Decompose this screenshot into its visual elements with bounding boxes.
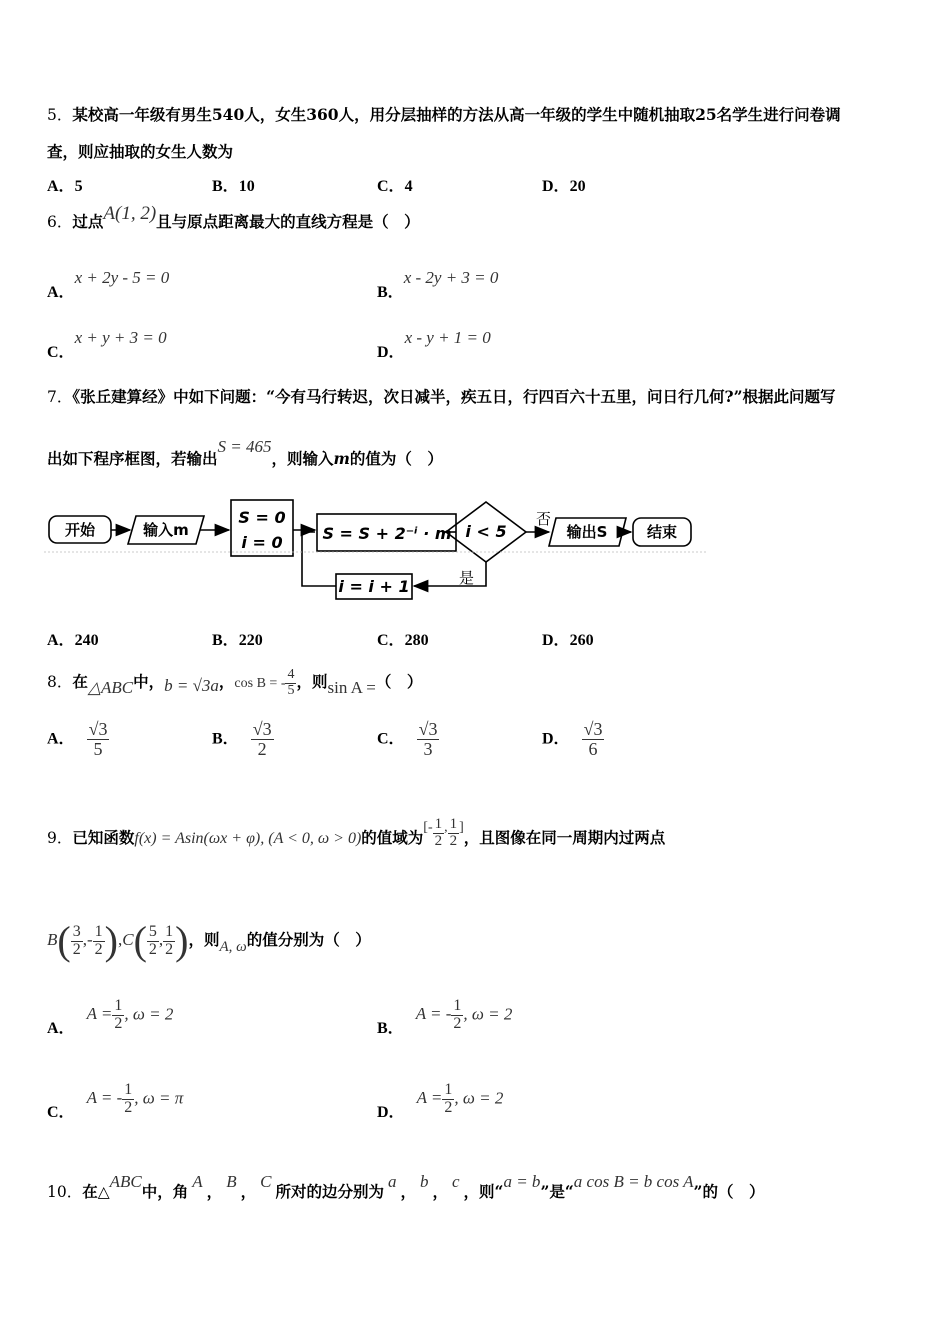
flow-init-i-label: i = 0 [241,533,283,552]
flow-incr-label: i = i + 1 [338,577,410,596]
flow-yes-label: 是 [459,569,475,587]
q9-option-b: B．A = - $\frac{1}{2}$ , ω = 2 [377,997,513,1038]
flow-input-label: 输入m [143,521,189,539]
q10-stem: 10．在△ABC中，角A，B，C所对的边分别为a，b，c，则“a = b”是“a cos B = b cos A”的（ ） [47,1172,765,1201]
flow-start-label: 开始 [64,521,96,539]
flow-output-label: 输出S [566,523,608,541]
q8-stem: 8．在△ABC中，b = √3a，cos B = - $\frac{4}{5}$ ，则sin A =（ ） [47,666,423,698]
q8-option-b: B． $\frac{√3}{2}$ [212,719,272,759]
q5-option-c: C．4 [377,178,413,195]
q5-option-d: D．20 [542,178,586,195]
q5-number: 5． [47,106,73,124]
q6-number: 6． [47,213,73,231]
q6-option-c: C．x + y + 3 = 0 [47,328,167,361]
q10-number: 10． [47,1183,83,1201]
q8-option-d: D． $\frac{√3}{6}$ [542,719,603,759]
q7-option-d: D．260 [542,632,594,649]
q9-number: 9． [47,829,73,847]
q9-option-a: A．A = $\frac{1}{2}$ , ω = 2 [47,997,174,1038]
q6-point: A(1, 2) [103,203,157,224]
flow-condition-label: i < 5 [465,522,507,541]
q5-stem-line2: 查，则应抽取的女生人数为 [47,142,234,161]
q9-stem: 9．已知函数f(x) = Asin(ωx + φ), (A < 0, ω > 0)的值域为[- $\frac{1}{2}$ , $\frac{1}{2}$ ]，且图像在同一周期内过两点 [47,815,666,849]
flow-update-label: S = S + 2⁻ⁱ · m [322,524,452,543]
q7-output-expr: S = 465 [217,437,272,456]
q8-option-c: C． $\frac{√3}{3}$ [377,719,438,759]
q5-line1 [47,103,841,125]
q7-line1: 7．《张丘建算经》中如下问题：“今有马行转迟，次日减半，疾五日，行四百六十五里，问日行几何?”根据此问题写 [47,387,836,406]
q7-line2: 出如下程序框图，若输出S = 465，则输入m的值为（ ） [47,437,443,468]
flow-end-label: 结束 [646,523,678,541]
q7-option-b: B．220 [212,632,263,649]
q6-option-d: D．x - y + 1 = 0 [377,328,491,361]
q9-line2: B( $\frac{3}{2}$ ,- $\frac{1}{2}$ ),C( $\frac{5}{2}$ , $\frac{1}{2}$ )，则A, ω的值分别为（ ） [47,918,371,963]
q5-stem-line1: 某校高一年级有男生540人，女生360人，用分层抽样的方法从高一年级的学生中随机抽取25名学生进行问卷调 [72,105,841,124]
q7-option-a: A．240 [47,632,99,649]
q5-option-a: A．5 [47,178,83,195]
q8-option-a: A． $\frac{√3}{5}$ [47,719,108,759]
q7-flowchart [44,488,706,614]
q5-option-b: B．10 [212,178,255,195]
q7-number: 7． [47,388,73,406]
flow-no-label: 否 [536,510,552,528]
q6-option-a: A．x + 2y - 5 = 0 [47,268,170,301]
q9-option-d: D．A = $\frac{1}{2}$ , ω = 2 [377,1081,504,1122]
q6-option-b: B．x - 2y + 3 = 0 [377,268,499,301]
q7-option-c: C．280 [377,632,429,649]
flow-init-s-label: S = 0 [238,508,286,527]
q9-option-c: C．A = - $\frac{1}{2}$ , ω = π [47,1081,184,1122]
q8-number: 8． [47,673,73,691]
q6-stem: 6．过点A(1, 2)且与原点距离最大的直线方程是（ ） [47,203,420,231]
